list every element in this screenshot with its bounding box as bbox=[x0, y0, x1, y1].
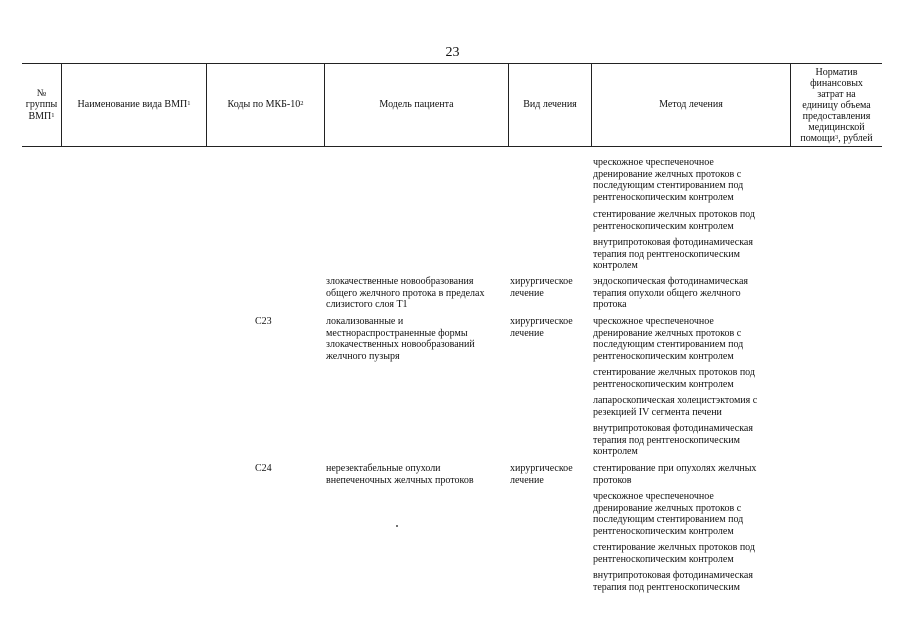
icd-code: C24 bbox=[255, 463, 272, 474]
cell-line: контролем bbox=[593, 446, 638, 458]
cell-line: рентгеноскопическим контролем bbox=[593, 378, 734, 390]
cell-line: последующим стентированием под bbox=[593, 514, 744, 526]
cell-line: внутрипротоковая фотодинамическая bbox=[593, 423, 753, 434]
cell-line: дренирование желчных протоков с bbox=[593, 502, 742, 514]
cell-line: последующим стентированием под bbox=[593, 339, 744, 351]
header-patient-model bbox=[324, 64, 508, 146]
header-text: Коды по МКБ-10 bbox=[227, 99, 301, 111]
patient-model-item bbox=[326, 276, 484, 311]
patient-model-item bbox=[326, 316, 475, 362]
cell-line: резекцией IV сегмента печени bbox=[593, 406, 722, 418]
header-vmp-name bbox=[61, 64, 206, 146]
cell-line: лечение bbox=[510, 327, 544, 339]
cell-line: стентирование при опухолях желчных bbox=[593, 463, 757, 474]
header-text: помощи bbox=[800, 132, 835, 144]
cell-line: дренирование желчных протоков с bbox=[593, 327, 742, 339]
treatment-method-item bbox=[593, 542, 755, 565]
treatment-method-item bbox=[593, 209, 755, 232]
header-cost-standard bbox=[790, 64, 882, 146]
cell-line: терапия под рентгеноскопическим bbox=[593, 434, 740, 446]
treatment-method-item bbox=[593, 395, 757, 418]
cell-line: общего желчного протока в пределах bbox=[326, 287, 485, 299]
header-treatment-type bbox=[508, 64, 591, 146]
cell-line: слизистого слоя T1 bbox=[326, 299, 408, 311]
footnote-mark: 1 bbox=[187, 100, 191, 108]
cell-line: злокачественных новообразований bbox=[326, 339, 475, 351]
treatment-type-item bbox=[510, 316, 573, 339]
header-text: Вид лечения bbox=[523, 99, 577, 111]
treatment-type-item bbox=[510, 463, 573, 486]
header-text: ВМП bbox=[28, 110, 52, 122]
header-text: предоставления bbox=[802, 110, 871, 122]
header-text: , рублей bbox=[838, 132, 873, 144]
cell-line: желчного пузыря bbox=[326, 350, 400, 362]
header-text: медицинской bbox=[808, 121, 865, 133]
treatment-method-item bbox=[593, 491, 743, 537]
cell-line: нерезектабельные опухоли bbox=[326, 463, 441, 474]
header-treatment-method bbox=[591, 64, 790, 146]
treatment-method-item bbox=[593, 276, 748, 311]
cell-line: дренирование желчных протоков с bbox=[593, 168, 742, 180]
treatment-method-item bbox=[593, 570, 753, 593]
cell-line: протоков bbox=[593, 474, 632, 486]
header-text: затрат на bbox=[817, 88, 856, 100]
header-icd-codes bbox=[206, 64, 324, 146]
treatment-type-item bbox=[510, 276, 573, 299]
cell-line: лечение bbox=[510, 474, 544, 486]
header-text: Норматив bbox=[815, 66, 858, 78]
cell-line: стентирование желчных протоков под bbox=[593, 367, 755, 378]
cell-line: внепеченочных желчных протоков bbox=[326, 474, 474, 486]
cell-line: протока bbox=[593, 299, 627, 311]
cell-line: рентгеноскопическим контролем bbox=[593, 350, 734, 362]
treatment-method-item bbox=[593, 463, 756, 486]
cell-line: внутрипротоковая фотодинамическая bbox=[593, 237, 753, 248]
cell-line: хирургическое bbox=[510, 463, 573, 474]
header-group-number bbox=[22, 64, 61, 146]
cell-line: терапия под рентгеноскопическим bbox=[593, 581, 740, 593]
treatment-method-item bbox=[593, 367, 755, 390]
scan-speck bbox=[396, 525, 398, 527]
cell-line: хирургическое bbox=[510, 316, 573, 327]
cell-line: чрескожное чреспеченочное bbox=[593, 491, 714, 502]
cell-line: контролем bbox=[593, 260, 638, 272]
header-text: единицу объема bbox=[802, 99, 871, 111]
cell-line: стентирование желчных протоков под bbox=[593, 542, 755, 553]
cell-line: рентгеноскопическим контролем bbox=[593, 525, 734, 537]
cell-line: рентгеноскопическим контролем bbox=[593, 191, 734, 203]
cell-line: внутрипротоковая фотодинамическая bbox=[593, 570, 753, 581]
cell-line: местнораспространенные формы bbox=[326, 327, 468, 339]
cell-line: лечение bbox=[510, 287, 544, 299]
cell-line: рентгеноскопическим контролем bbox=[593, 220, 734, 232]
cell-line: терапия под рентгеноскопическим bbox=[593, 248, 740, 260]
treatment-method-item bbox=[593, 157, 743, 203]
treatment-method-item bbox=[593, 423, 753, 458]
treatment-method-item bbox=[593, 316, 743, 362]
cell-line: чрескожное чреспеченочное bbox=[593, 157, 714, 168]
cell-line: злокачественные новообразования bbox=[326, 276, 474, 287]
cell-line: локализованные и bbox=[326, 316, 404, 327]
footnote-mark: 2 bbox=[300, 100, 304, 108]
page-number: 23 bbox=[445, 45, 460, 60]
cell-line: стентирование желчных протоков под bbox=[593, 209, 755, 220]
header-text: Модель пациента bbox=[379, 99, 454, 111]
cell-line: чрескожное чреспеченочное bbox=[593, 316, 714, 327]
cell-line: эндоскопическая фотодинамическая bbox=[593, 276, 748, 287]
footnote-mark: 3 bbox=[834, 133, 839, 141]
header-text: № bbox=[36, 87, 47, 99]
cell-line: последующим стентированием под bbox=[593, 180, 744, 192]
icd-code: C23 bbox=[255, 316, 272, 327]
header-text: Наименование вида ВМП bbox=[77, 99, 188, 111]
cell-line: хирургическое bbox=[510, 276, 573, 287]
footnote-mark: 1 bbox=[51, 111, 55, 119]
header-text: Метод лечения bbox=[659, 99, 723, 111]
cell-line: терапия опухоли общего желчного bbox=[593, 287, 741, 299]
header-text: финансовых bbox=[810, 77, 863, 89]
treatment-method-item bbox=[593, 237, 753, 272]
table-header bbox=[22, 63, 882, 147]
cell-line: лапароскопическая холецистэктомия с bbox=[593, 395, 758, 406]
patient-model-item bbox=[326, 463, 474, 486]
cell-line: рентгеноскопическим контролем bbox=[593, 553, 734, 565]
header-text: группы bbox=[25, 99, 58, 111]
